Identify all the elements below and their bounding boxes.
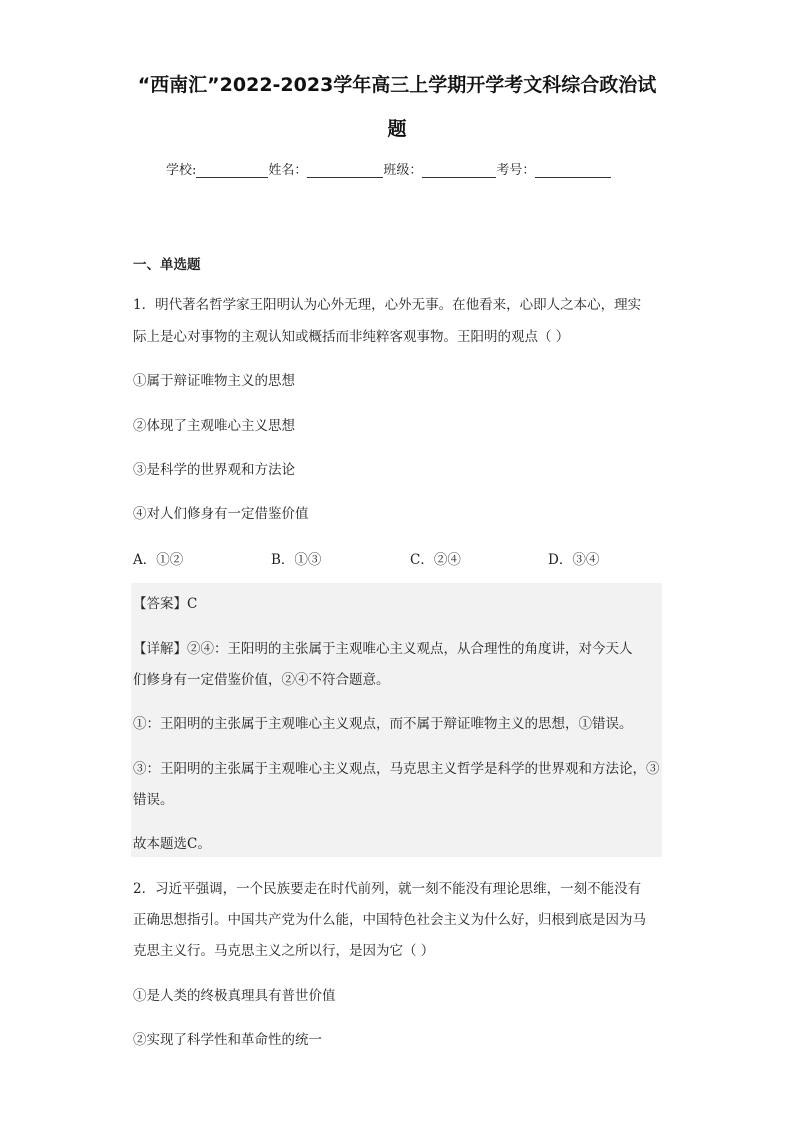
q1-detail-line2: 们修身有一定借鉴价值，②④不符合题意。 [133,672,390,688]
section-title: 一、单选题 [133,257,201,273]
q1-item-4: ④对人们修身有一定借鉴价值 [133,506,309,522]
q1-detail-line5: 错误。 [133,792,174,808]
q1-answer: 【答案】C [133,596,198,612]
student-info-row [166,159,611,178]
class-label: 班级： [383,163,423,178]
class-blank [422,163,496,178]
q1-item-2: ②体现了主观唯心主义思想 [133,418,295,434]
q2-item-2: ②实现了科学性和革命性的统一 [133,1032,322,1048]
doc-title-line2: 题 [387,118,407,140]
q2-stem-line2: 正确思想指引。中国共产党为什么能，中国特色社会主义为什么好，归根到底是因为马 [133,912,646,928]
q1-detail-line1: 【详解】②④：王阳明的主张属于主观唯心主义观点，从合理性的角度讲，对今天人 [133,641,633,657]
q1-option-c: C．②④ [410,552,461,568]
q1-detail-line4: ③：王阳明的主张属于主观唯心主义观点，马克思主义哲学是科学的世界观和方法论，③ [133,761,660,777]
q2-item-1: ①是人类的终极真理具有普世价值 [133,988,336,1004]
id-blank [535,163,611,178]
q1-item-3: ③是科学的世界观和方法论 [133,462,295,478]
q1-conclusion: 故本题选C。 [133,836,211,852]
school-label: 学校: [166,163,197,178]
id-label: 考号： [496,163,536,178]
name-blank [307,163,383,178]
q1-stem-line2: 际上是心对事物的主观认知或概括而非纯粹客观事物。王阳明的观点（ ） [133,329,570,345]
school-blank [196,163,268,178]
name-label: 姓名： [268,163,308,178]
q1-item-1: ①属于辩证唯物主义的思想 [133,373,295,389]
q1-detail-line3: ①：王阳明的主张属于主观唯心主义观点，而不属于辩证唯物主义的思想，①错误。 [133,716,633,732]
q1-stem-line1: 1．明代著名哲学家王阳明认为心外无理，心外无事。在他看来，心即人之本心，理实 [133,297,642,313]
q2-stem-line3: 克思主义行。马克思主义之所以行，是因为它（ ） [133,943,435,959]
q1-option-b: B．①③ [271,552,322,568]
q1-option-a: A．①② [133,552,184,568]
q1-option-d: D．③④ [548,552,600,568]
doc-title-line1: “西南汇”2022-2023学年高三上学期开学考文科综合政治试 [137,74,657,96]
q2-stem-line1: 2．习近平强调，一个民族要走在时代前列，就一刻不能没有理论思维，一刻不能没有 [133,881,642,897]
